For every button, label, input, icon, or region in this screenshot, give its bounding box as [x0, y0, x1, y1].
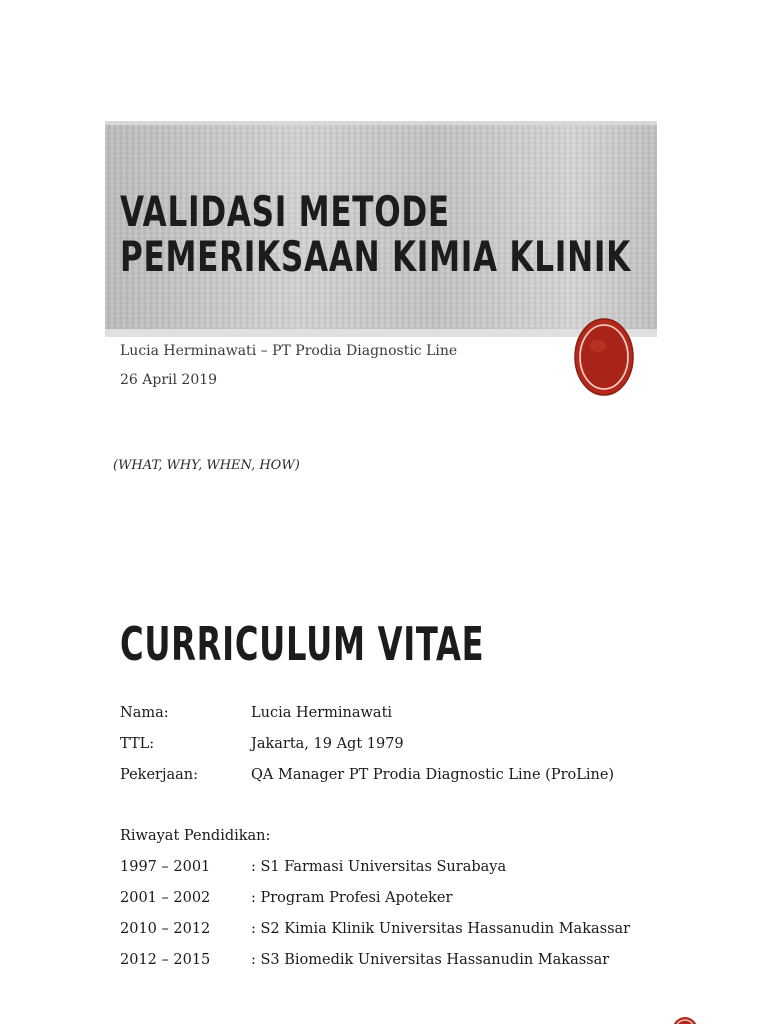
education-row	[120, 859, 680, 883]
education-period: 2012 – 2015	[120, 952, 211, 968]
cv-row-nama	[120, 705, 680, 729]
slide-title-line-2: PEMERIKSAAN KIMIA KLINIK	[120, 232, 631, 281]
cv-label: Pekerjaan:	[120, 767, 198, 783]
presenter-line: Lucia Herminawati – PT Prodia Diagnostic Line	[120, 343, 458, 359]
education-period: 2010 – 2012	[120, 921, 211, 937]
education-row	[120, 952, 680, 976]
education-period: 1997 – 2001	[120, 859, 211, 875]
cv-value: Lucia Herminawati	[251, 705, 393, 721]
cv-value: QA Manager PT Prodia Diagnostic Line (ProLine)	[251, 767, 615, 783]
cv-value: Jakarta, 19 Agt 1979	[251, 736, 404, 752]
presentation-date: 26 April 2019	[120, 372, 218, 388]
cv-label: TTL:	[120, 736, 155, 752]
education-period: 2001 – 2002	[120, 890, 211, 906]
cv-heading: CURRICULUM VITAE	[120, 617, 485, 671]
education-row	[120, 921, 680, 945]
education-detail: : S3 Biomedik Universitas Hassanudin Makassar	[251, 952, 610, 968]
cv-row-pekerjaan	[120, 767, 680, 791]
education-heading-text: Riwayat Pendidikan:	[120, 828, 271, 844]
education-detail: : S2 Kimia Klinik Universitas Hassanudin Makassar	[251, 921, 631, 937]
slide-corner-badge-icon	[670, 1012, 700, 1024]
red-oval-badge-icon	[574, 318, 634, 396]
education-detail: : Program Profesi Apoteker	[251, 890, 453, 906]
cv-row-ttl	[120, 736, 680, 760]
education-detail: : S1 Farmasi Universitas Surabaya	[251, 859, 507, 875]
education-heading	[120, 828, 680, 852]
education-row	[120, 890, 680, 914]
cv-label: Nama:	[120, 705, 169, 721]
topic-note: (WHAT, WHY, WHEN, HOW)	[113, 458, 300, 473]
title-band-top-edge	[105, 121, 657, 125]
slide-title-line-1: VALIDASI METODE	[120, 187, 450, 236]
